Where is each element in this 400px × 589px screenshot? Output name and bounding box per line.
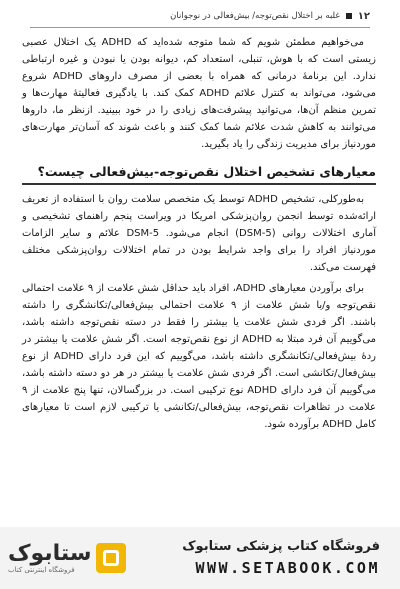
logo-mark-icon bbox=[96, 543, 126, 573]
header-square-icon bbox=[346, 13, 352, 19]
setabook-logo bbox=[8, 535, 126, 581]
paragraph-intro: می‌خواهیم مطمئن شویم که شما متوجه شده‌اید که ADHD یک اختلال عصبی زیستی است که با هوش، تنبلی، استعداد کم، دیوانه بودن یا نبودن و غیره ارتباطی ندارد. این برنامهٔ درمانی که همراه با بعضی از مصرف داروهای ADHD شروع می‌شود، می‌تواند به کنترل علائم ADHD کمک کند. با یادگیری فعالیتهٔ مهارت‌ها و تمرین منظم آن‌ها، می‌توانید پیشرفت‌های زیادی را در خود ببینید. ازنظر ما، داروها می‌توانند به کاهش شدت علائم شما کمک کنند و باعث شوند که آسان‌تر مهارت‌های موردنیاز برای مدیریت زندگی را یاد بگیرید. bbox=[22, 37, 377, 150]
running-header bbox=[40, 8, 370, 24]
paragraph-diagnosis: به‌طورکلی، تشخیص ADHD توسط یک متخصص سلامت روان با استفاده از تعریف ارائه‌شده توسط انجمن روان‌پزشکی امریکا در ویراست پنجم راهنمای تشخیصی و آماری اختلالات روانی (DSM-5) انجام می‌شود. DSM-5 علائم و سایر الزامات موردنیاز افراد را برای واجد شرایط بودن در تمام اختلالات روان‌پزشکی مختلف فهرست می‌کند. bbox=[22, 194, 376, 273]
store-url-link[interactable]: WWW.SETABOOK.COM bbox=[195, 559, 380, 577]
header-rule bbox=[30, 27, 370, 28]
logo-text bbox=[8, 542, 91, 574]
logo-tagline: فروشگاه اینترنتی کتاب bbox=[8, 566, 75, 574]
section-heading-rule bbox=[22, 183, 376, 185]
paragraph-criteria: برای برآوردن معیارهای ADHD، افراد باید حداقل شش علامت از ۹ علامت احتمالی نقص‌توجه و/یا شش علامت از ۹ علامت احتمالی بیش‌فعالی/تکانشگری را داشته باشند. اگر فردی شش علامت یا بیشتر را فقط در دسته نقص‌توجه داشته باشد، می‌گوییم آن فرد مبتلا به ADHD از نوع نقص‌توجه است. اگر شش علامت یا بیشتر در ردهٔ بیش‌فعالی/تکانشگری داشته باشد، می‌گوییم که این فرد دارای ADHD از نوع بیش‌فعال/تکانشی است. اگر فردی شش علامت یا بیشتر در هر دو دسته داشته باشد، می‌گوییم آن فرد دارای ADHD نوع ترکیبی است. در بزرگسالان، تنها پنج علامت از ۹ علامت در تظاهرات نقص‌توجه، بیش‌فعالی/تکانشی یا ترکیبی لازم است تا معیارهای کامل ADHD برآورده شود. bbox=[22, 283, 377, 430]
section-heading: معیارهای تشخیص اختلال نقص‌توجه-بیش‌فعالی چیست؟ bbox=[37, 164, 376, 179]
logo-word: ستابوک bbox=[8, 541, 92, 566]
running-title: غلبه بر اختلال نقص‌توجه/ بیش‌فعالی در نوجوانان bbox=[170, 11, 340, 21]
page-number: ۱۲ bbox=[357, 10, 370, 22]
footer-banner bbox=[0, 527, 400, 589]
store-name: فروشگاه کتاب پزشکی ستابوک bbox=[182, 539, 380, 554]
page-body bbox=[22, 34, 376, 433]
